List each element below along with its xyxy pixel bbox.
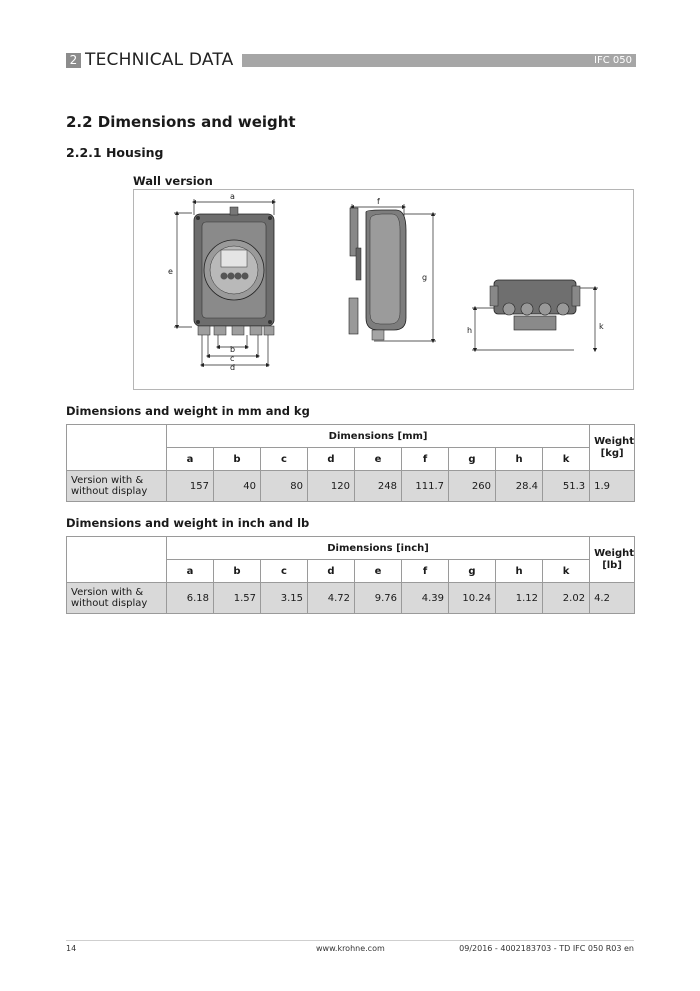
column-header: c (261, 448, 308, 471)
footer-website[interactable]: www.krohne.com (316, 944, 385, 953)
column-header: d (308, 448, 355, 471)
row-label-line: Version with & (71, 475, 144, 486)
table-cell: 1.57 (214, 583, 261, 614)
dimension-letter: k (599, 322, 604, 331)
table-corner-cell (67, 425, 167, 471)
table-cell: 248 (355, 471, 402, 502)
column-header: g (449, 448, 496, 471)
page-number: 14 (66, 944, 77, 953)
column-header: g (449, 560, 496, 583)
table-cell: 120 (308, 471, 355, 502)
dimensions-group-header: Dimensions [inch] (167, 537, 590, 560)
column-header: k (543, 560, 590, 583)
table-cell: 6.18 (167, 583, 214, 614)
table-cell: 40 (214, 471, 261, 502)
footer-divider (66, 940, 634, 941)
figure-label: Wall version (133, 174, 213, 188)
row-label-line: without display (71, 598, 148, 609)
dimension-letter: g (422, 273, 428, 282)
subsection-title: 2.2.1 Housing (66, 145, 164, 160)
weight-header (590, 537, 635, 583)
table-row (67, 583, 635, 614)
table-cell: 4.39 (402, 583, 449, 614)
table-cell: 10.24 (449, 583, 496, 614)
header-bar (242, 54, 636, 67)
table-cell: 9.76 (355, 583, 402, 614)
table-corner-cell (67, 537, 167, 583)
table-cell: 28.4 (496, 471, 543, 502)
row-label (67, 471, 167, 502)
column-header: a (167, 448, 214, 471)
table-cell: 3.15 (261, 583, 308, 614)
row-label-line: Version with & (71, 587, 144, 598)
row-label-line: without display (71, 486, 148, 497)
table-cell: 4.72 (308, 583, 355, 614)
weight-cell: 1.9 (590, 471, 635, 502)
dimensions-group-header: Dimensions [mm] (167, 425, 590, 448)
column-header: h (496, 448, 543, 471)
chapter-title: TECHNICAL DATA (85, 50, 234, 70)
dimension-letter: b (230, 345, 236, 354)
column-header: k (543, 448, 590, 471)
front-view (194, 207, 274, 335)
footer-doc-ref: 09/2016 - 4002183703 - TD IFC 050 R03 en (459, 944, 634, 953)
dimensions-table-metric (66, 424, 635, 502)
column-header: f (402, 560, 449, 583)
side-view (349, 208, 406, 340)
dimension-letter: d (230, 363, 236, 372)
column-header: f (402, 448, 449, 471)
page-header (66, 52, 636, 69)
weight-header-line: Weight (594, 435, 635, 447)
dimension-letter: h (467, 326, 473, 335)
section-title: 2.2 Dimensions and weight (66, 113, 296, 131)
table-cell: 1.12 (496, 583, 543, 614)
weight-header (590, 425, 635, 471)
column-header: h (496, 560, 543, 583)
dimension-letter: f (377, 197, 380, 206)
housing-drawing-svg (134, 190, 633, 389)
weight-cell: 4.2 (590, 583, 635, 614)
table-heading-metric: Dimensions and weight in mm and kg (66, 404, 310, 418)
weight-header-unit: [kg] (600, 447, 624, 459)
dimension-letter: c (230, 354, 235, 363)
dimension-letter: a (230, 192, 235, 201)
column-header: d (308, 560, 355, 583)
product-name: IFC 050 (594, 55, 632, 66)
table-row (67, 471, 635, 502)
column-header: e (355, 560, 402, 583)
table-heading-imperial: Dimensions and weight in inch and lb (66, 516, 310, 530)
table-cell: 80 (261, 471, 308, 502)
column-header: b (214, 560, 261, 583)
table-cell: 260 (449, 471, 496, 502)
top-view (490, 280, 580, 330)
column-header: c (261, 560, 308, 583)
table-cell: 51.3 (543, 471, 590, 502)
chapter-number: 2 (66, 53, 81, 68)
table-cell: 111.7 (402, 471, 449, 502)
weight-header-line: Weight (594, 547, 635, 559)
dimension-letter: e (168, 267, 173, 276)
column-header: a (167, 560, 214, 583)
table-cell: 157 (167, 471, 214, 502)
row-label (67, 583, 167, 614)
housing-drawing (133, 189, 634, 390)
table-cell: 2.02 (543, 583, 590, 614)
weight-header-unit: [lb] (602, 559, 622, 571)
column-header: b (214, 448, 261, 471)
column-header: e (355, 448, 402, 471)
dimensions-table-imperial (66, 536, 635, 614)
